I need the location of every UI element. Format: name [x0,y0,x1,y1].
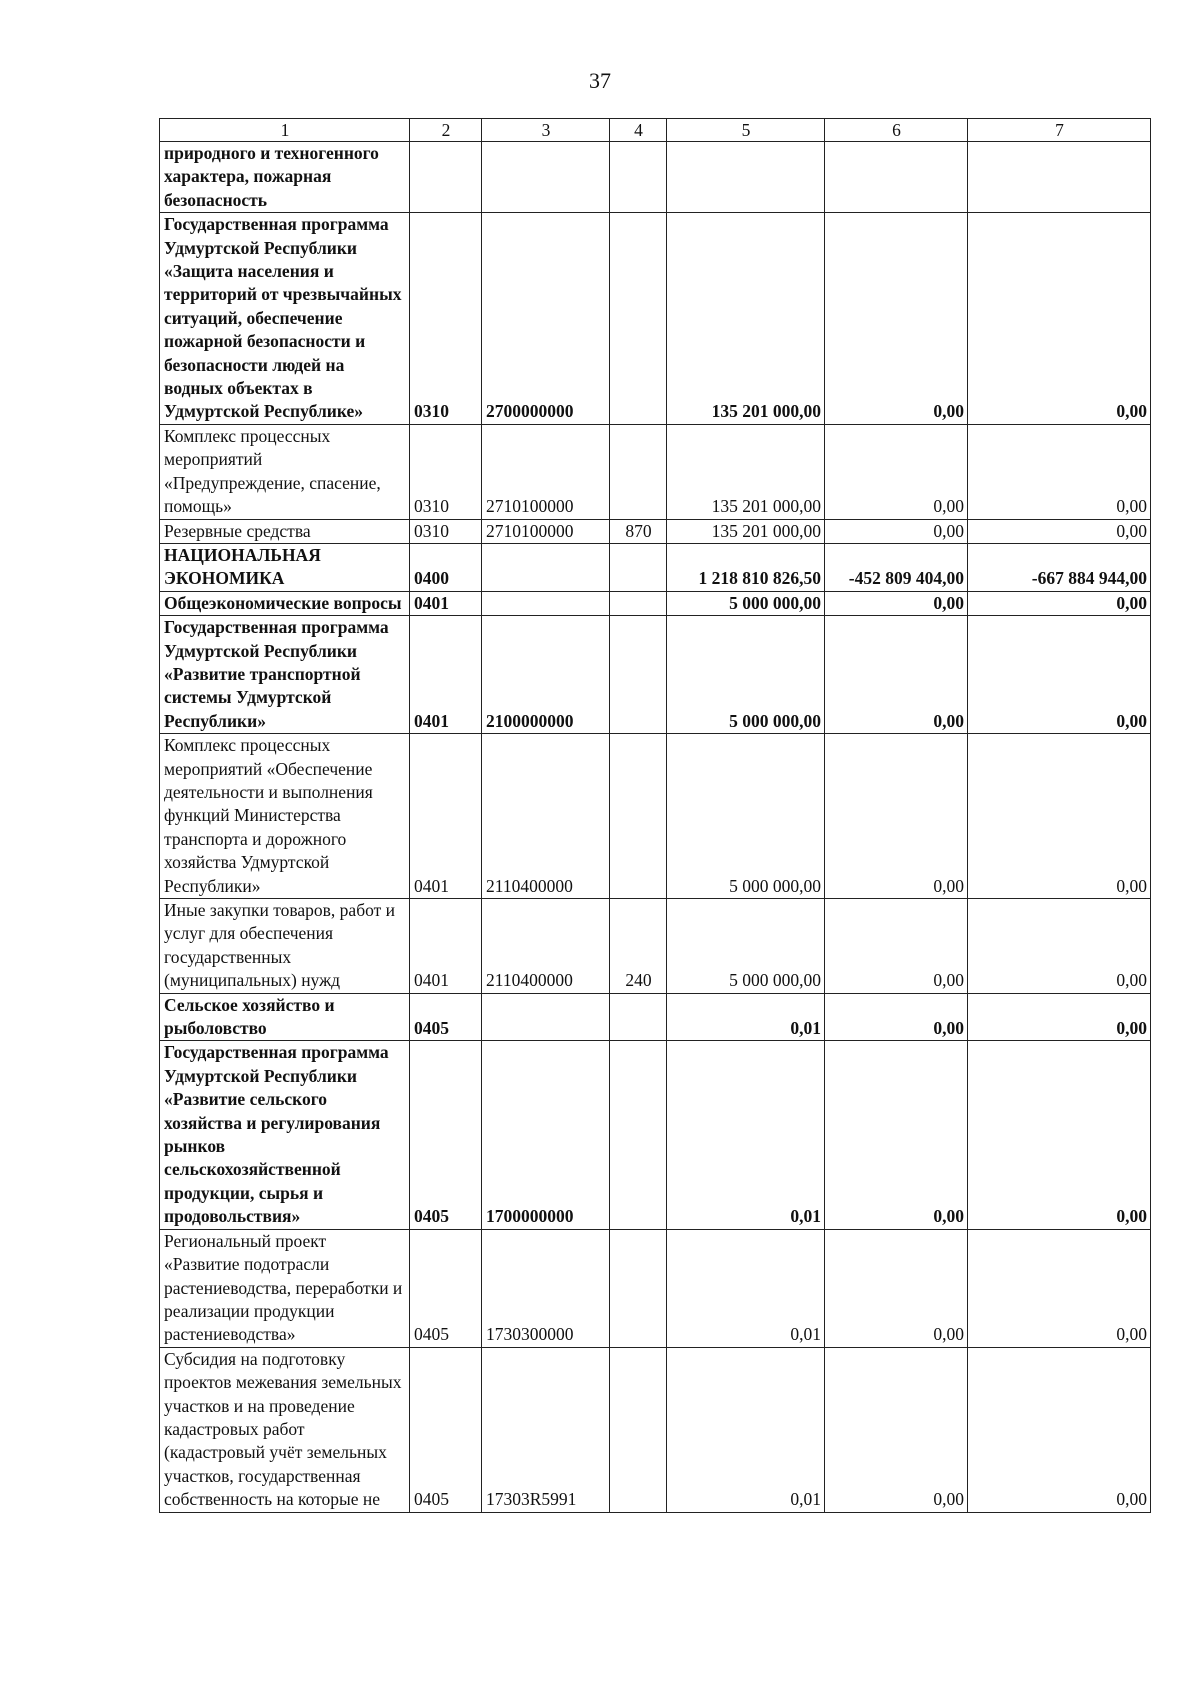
expense-type-code [610,142,667,213]
amount-col-5: 5 000 000,00 [667,734,825,899]
row-name: природного и техногенного характера, пожарная безопасность [160,142,410,213]
amount-col-6: -452 809 404,00 [825,543,968,591]
row-name: Государственная программа Удмуртской Республики «Защита населения и территорий от чрезвычайных ситуаций, обеспечение пожарной безопасности и безопасности людей на водных объектах в Удмуртской Республике» [160,213,410,425]
section-code [410,142,482,213]
expense-type-code [610,1041,667,1229]
section-code: 0405 [410,1229,482,1347]
target-article-code [482,993,610,1041]
amount-col-6: 0,00 [825,1229,968,1347]
amount-col-5: 135 201 000,00 [667,213,825,425]
row-name: Государственная программа Удмуртской Республики «Развитие сельского хозяйства и регулирования рынков сельскохозяйственной продукции, сырья и продовольствия» [160,1041,410,1229]
row-name: Комплекс процессных мероприятий «Предупреждение, спасение, помощь» [160,424,410,519]
amount-col-7: 0,00 [968,616,1151,734]
section-code: 0401 [410,616,482,734]
table-row [160,142,1151,213]
section-code: 0405 [410,1041,482,1229]
expense-type-code [610,616,667,734]
row-name: Резервные средства [160,519,410,543]
section-code: 0310 [410,519,482,543]
section-code: 0310 [410,213,482,425]
column-header: 3 [482,119,610,142]
amount-col-7: 0,00 [968,591,1151,615]
table-row [160,1229,1151,1347]
table-row [160,424,1151,519]
amount-col-7: -667 884 944,00 [968,543,1151,591]
amount-col-6: 0,00 [825,424,968,519]
column-header: 5 [667,119,825,142]
amount-col-6: 0,00 [825,1347,968,1512]
row-name: Иные закупки товаров, работ и услуг для обеспечения государственных (муниципальных) нужд [160,899,410,994]
target-article-code: 2700000000 [482,213,610,425]
column-header: 4 [610,119,667,142]
amount-col-6: 0,00 [825,519,968,543]
expense-type-code [610,424,667,519]
column-header: 2 [410,119,482,142]
table-row [160,899,1151,994]
table-row [160,519,1151,543]
amount-col-5 [667,142,825,213]
amount-col-5: 0,01 [667,1229,825,1347]
amount-col-7: 0,00 [968,424,1151,519]
amount-col-5: 5 000 000,00 [667,591,825,615]
row-name: Государственная программа Удмуртской Республики «Развитие транспортной системы Удмуртской Республики» [160,616,410,734]
expense-type-code [610,543,667,591]
amount-col-5: 5 000 000,00 [667,899,825,994]
expense-type-code: 870 [610,519,667,543]
amount-col-6: 0,00 [825,1041,968,1229]
table-row [160,616,1151,734]
row-name: Сельское хозяйство и рыболовство [160,993,410,1041]
amount-col-7: 0,00 [968,899,1151,994]
section-code: 0400 [410,543,482,591]
row-name: Общеэкономические вопросы [160,591,410,615]
amount-col-5: 135 201 000,00 [667,424,825,519]
amount-col-6: 0,00 [825,993,968,1041]
table-row [160,734,1151,899]
table-row [160,591,1151,615]
expense-type-code [610,734,667,899]
budget-table [159,118,1151,1513]
target-article-code: 1700000000 [482,1041,610,1229]
target-article-code: 17303R5991 [482,1347,610,1512]
amount-col-5: 1 218 810 826,50 [667,543,825,591]
amount-col-6: 0,00 [825,734,968,899]
expense-type-code [610,213,667,425]
amount-col-7: 0,00 [968,213,1151,425]
section-code: 0310 [410,424,482,519]
table-row [160,1041,1151,1229]
expense-type-code [610,993,667,1041]
column-header: 6 [825,119,968,142]
amount-col-7: 0,00 [968,734,1151,899]
row-name: Региональный проект «Развитие подотрасли растениеводства, переработки и реализации продукции растениеводства» [160,1229,410,1347]
amount-col-6: 0,00 [825,591,968,615]
amount-col-6: 0,00 [825,616,968,734]
amount-col-6: 0,00 [825,899,968,994]
row-name: Комплекс процессных мероприятий «Обеспечение деятельности и выполнения функций Министерства транспорта и дорожного хозяйства Удмуртской Республики» [160,734,410,899]
page-number: 37 [589,68,611,93]
amount-col-7: 0,00 [968,1041,1151,1229]
amount-col-6: 0,00 [825,213,968,425]
amount-col-6 [825,142,968,213]
table-row [160,213,1151,425]
amount-col-7: 0,00 [968,519,1151,543]
section-code: 0401 [410,734,482,899]
section-code: 0405 [410,993,482,1041]
target-article-code [482,543,610,591]
amount-col-5: 5 000 000,00 [667,616,825,734]
column-number-row [160,119,1151,142]
table-row [160,543,1151,591]
expense-type-code [610,591,667,615]
target-article-code: 2100000000 [482,616,610,734]
amount-col-5: 0,01 [667,1347,825,1512]
table-row [160,1347,1151,1512]
amount-col-7: 0,00 [968,1347,1151,1512]
amount-col-5: 0,01 [667,1041,825,1229]
target-article-code: 1730300000 [482,1229,610,1347]
amount-col-5: 135 201 000,00 [667,519,825,543]
target-article-code [482,142,610,213]
target-article-code: 2110400000 [482,734,610,899]
amount-col-5: 0,01 [667,993,825,1041]
target-article-code [482,591,610,615]
column-header: 7 [968,119,1151,142]
expense-type-code: 240 [610,899,667,994]
amount-col-7: 0,00 [968,1229,1151,1347]
row-name: НАЦИОНАЛЬНАЯ ЭКОНОМИКА [160,543,410,591]
target-article-code: 2710100000 [482,424,610,519]
amount-col-7 [968,142,1151,213]
amount-col-7: 0,00 [968,993,1151,1041]
column-header: 1 [160,119,410,142]
expense-type-code [610,1229,667,1347]
target-article-code: 2710100000 [482,519,610,543]
section-code: 0401 [410,899,482,994]
table-row [160,993,1151,1041]
expense-type-code [610,1347,667,1512]
target-article-code: 2110400000 [482,899,610,994]
section-code: 0405 [410,1347,482,1512]
row-name: Субсидия на подготовку проектов межевания земельных участков и на проведение кадастровых работ (кадастровый учёт земельных участков, государственная собственность на которые не [160,1347,410,1512]
section-code: 0401 [410,591,482,615]
